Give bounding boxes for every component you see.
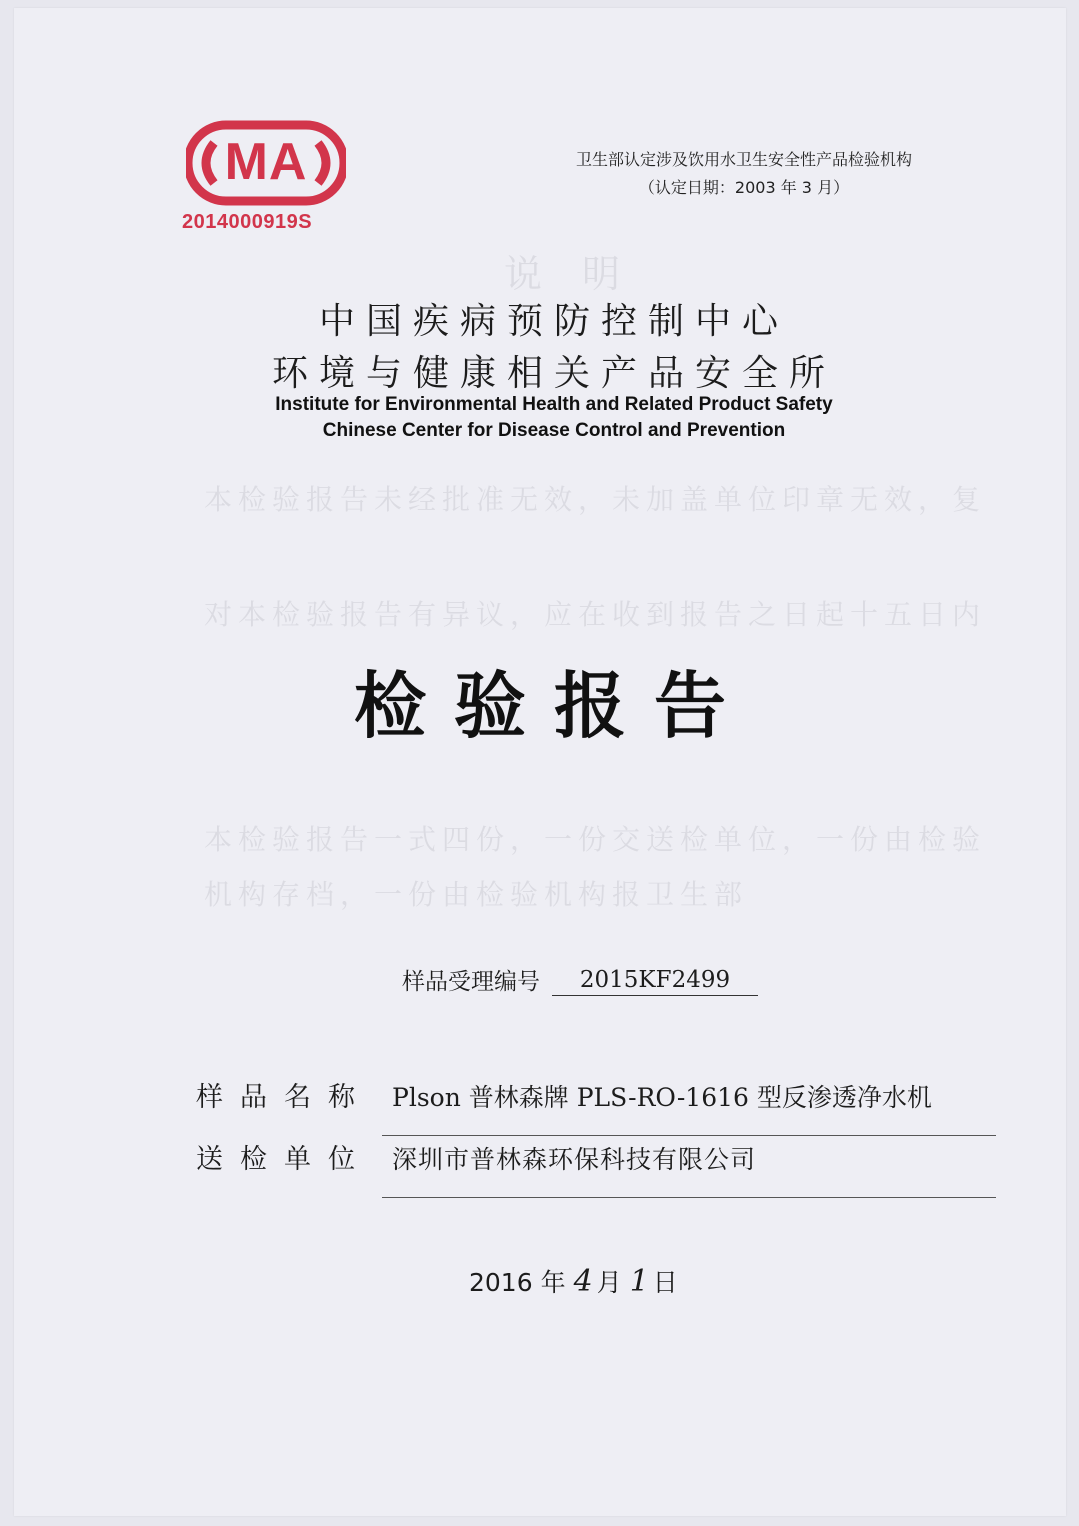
date-month: 4 <box>573 1264 593 1299</box>
submitting-unit-label: 送检单位 <box>196 1144 372 1175</box>
accreditation-date: （认定日期：2003 年 3 月） <box>638 178 850 197</box>
bleed-through-text: 本检验报告未经批准无效，未加盖单位印章无效，复 <box>204 483 987 516</box>
submitting-unit-row <box>196 1138 996 1198</box>
institute-subname-en: Chinese Center for Disease Control and Prevention <box>322 420 786 441</box>
bleed-through-text: 机构存档，一份由检验机构报卫生部 <box>204 878 749 911</box>
accreditation-block <box>514 146 974 202</box>
date-day-unit: 日 <box>652 1268 678 1297</box>
submitting-unit-value: 深圳市普林森环保科技有限公司 <box>392 1145 757 1174</box>
date-year: 2016 <box>469 1268 533 1297</box>
institute-name-cn: 中国疾病预防控制中心 <box>318 301 789 342</box>
report-page <box>14 8 1066 1516</box>
receipt-number-value: 2015KF2499 <box>552 967 758 996</box>
bleed-through-text: 对本检验报告有异议，应在收到报告之日起十五日内 <box>204 598 987 631</box>
bleed-through-text: 本检验报告一式四份，一份交送检单位，一份由检验 <box>204 823 987 856</box>
receipt-number-row <box>402 963 758 1001</box>
sample-name-underline <box>382 1135 996 1136</box>
bleed-through-text: 说明 <box>504 252 661 296</box>
report-date <box>469 1263 678 1299</box>
svg-text:MA: MA <box>224 133 308 191</box>
date-month-unit: 月 <box>596 1268 622 1297</box>
date-day: 1 <box>629 1264 649 1299</box>
institute-subname-cn: 环境与健康相关产品安全所 <box>271 353 836 394</box>
report-title: 检验报告 <box>353 664 754 748</box>
date-year-unit: 年 <box>540 1268 566 1297</box>
sample-name-value: Plson 普林森牌 PLS-RO-1616 型反渗透净水机 <box>392 1083 932 1112</box>
accreditation-line: 卫生部认定涉及饮用水卫生安全性产品检验机构 <box>575 150 912 169</box>
sample-name-row <box>196 1076 996 1136</box>
receipt-number-label: 样品受理编号 <box>402 969 540 995</box>
submitting-unit-underline <box>382 1197 996 1198</box>
seal-number: 2014000919S <box>182 211 313 233</box>
sample-name-label: 样品名称 <box>196 1082 372 1113</box>
institute-name-en: Institute for Environmental Health and Related Product Safety <box>275 394 833 415</box>
